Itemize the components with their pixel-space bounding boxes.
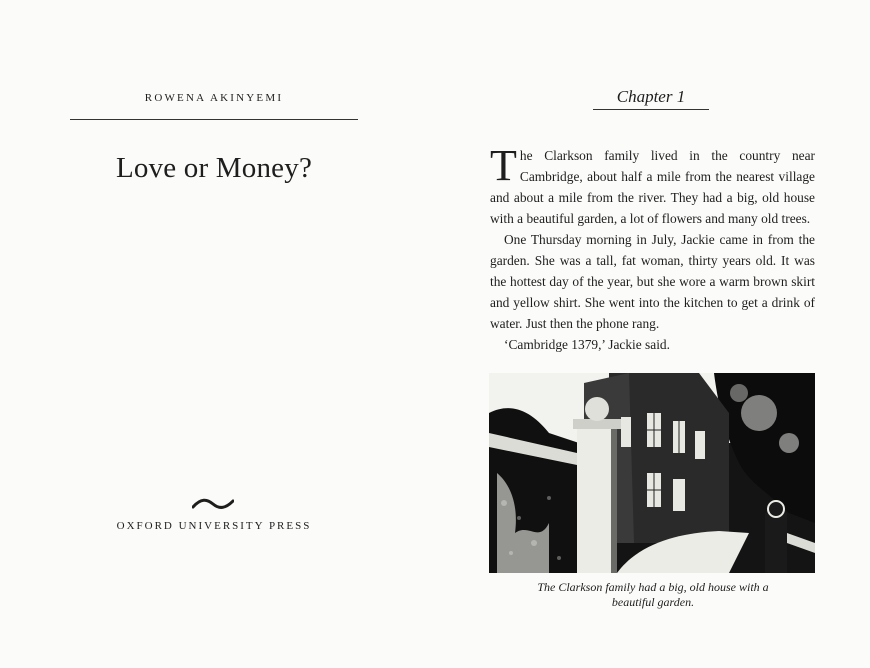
- chapter-divider: [593, 109, 709, 110]
- caption-line-2: beautiful garden.: [611, 595, 695, 609]
- author-divider: [70, 119, 358, 120]
- illustration-caption: [490, 580, 816, 610]
- drop-cap: T: [490, 141, 517, 190]
- chapter-heading: Chapter 1: [616, 87, 686, 106]
- house-illustration: [489, 373, 815, 573]
- book-title: Love or Money?: [115, 152, 313, 184]
- paragraph-2: One Thursday morning in July, Jackie came in from the garden. She was a tall, fat woman, thirty years old. It was the hottest day of the year, but she wore a warm brown skirt and yellow shirt. She went into the kitchen to get a drink of water. Just then the phone rang.: [490, 232, 815, 331]
- house-illustration-drawing: [489, 373, 815, 573]
- paragraph-3: ‘Cambridge 1379,’ Jackie said.: [504, 337, 670, 352]
- author-name: ROWENA AKINYEMI: [144, 92, 284, 104]
- chapter-body: [490, 141, 815, 355]
- title-page: [0, 0, 430, 668]
- chapter-page: [430, 0, 870, 668]
- paragraph-1: [490, 141, 815, 229]
- publisher-name: OXFORD UNIVERSITY PRESS: [116, 520, 312, 532]
- publisher-logo-icon: [192, 496, 234, 512]
- caption-line-1: The Clarkson family had a big, old house with a: [537, 580, 769, 594]
- paragraph-1-text: he Clarkson family lived in the country near Cambridge, about half a mile from the nearest village and about a mile from the river. They had a big, old house with a beautiful garden, a lot of flowers and many old trees.: [490, 148, 815, 226]
